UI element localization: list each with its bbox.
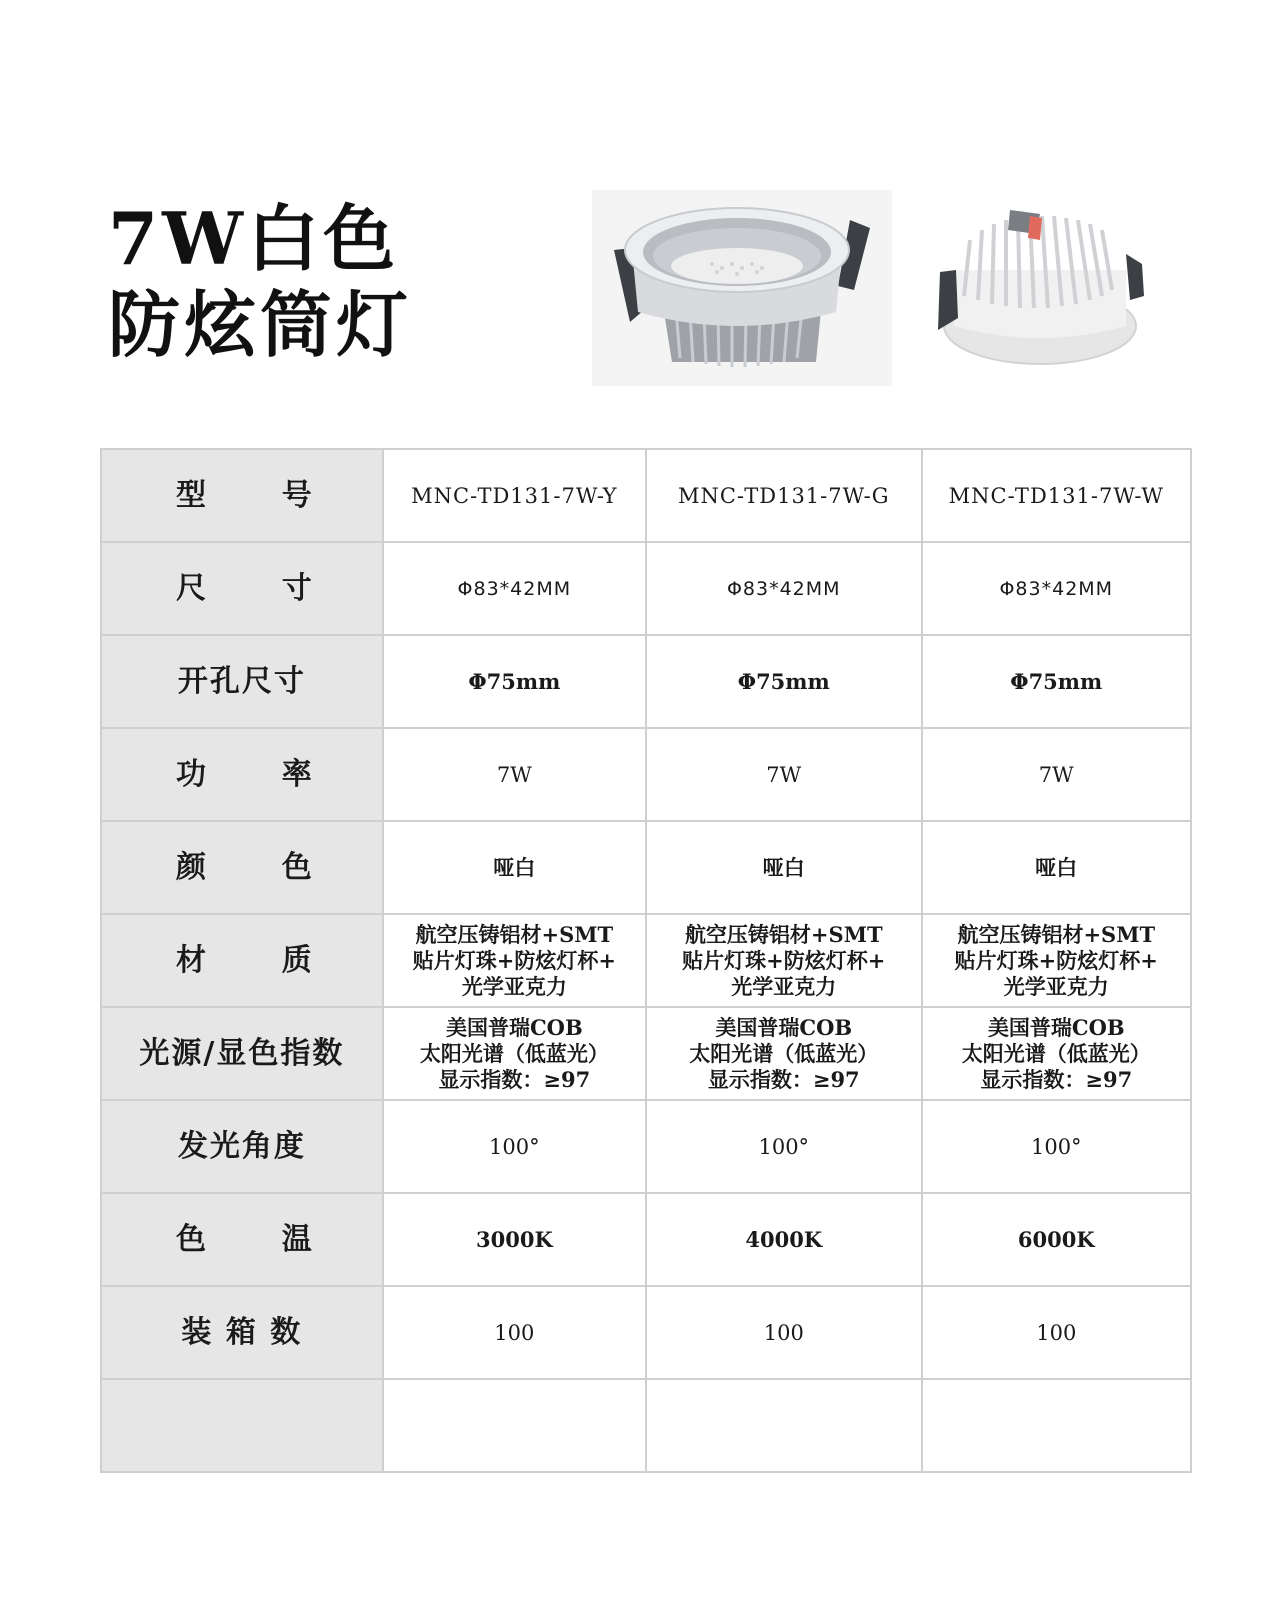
table-cell: 航空压铸铝材+SMT 贴片灯珠+防炫灯杯+ 光学亚克力 <box>922 914 1191 1007</box>
row-label-color: 颜 色 <box>101 821 383 914</box>
table-cell: MNC-TD131-7W-Y <box>383 449 646 542</box>
table-row-beam-angle <box>101 1100 1191 1193</box>
table-row-material <box>101 914 1191 1007</box>
row-label-cutout: 开孔尺寸 <box>101 635 383 728</box>
table-cell <box>922 1379 1191 1472</box>
table-cell: 哑白 <box>383 821 646 914</box>
table-cell <box>383 1379 646 1472</box>
table-cell: MNC-TD131-7W-W <box>922 449 1191 542</box>
table-row-carton-qty <box>101 1286 1191 1379</box>
row-label-beam-angle: 发光角度 <box>101 1100 383 1193</box>
table-cell: 100° <box>922 1100 1191 1193</box>
row-label-carton-qty: 装 箱 数 <box>101 1286 383 1379</box>
table-cell: 7W <box>646 728 922 821</box>
title-line-1: 7W白色 <box>108 196 399 281</box>
table-row-color <box>101 821 1191 914</box>
table-cell: Φ75mm <box>383 635 646 728</box>
downlight-front-image <box>592 190 892 386</box>
table-cell: Φ75mm <box>922 635 1191 728</box>
row-label-empty <box>101 1379 383 1472</box>
table-cell: 7W <box>383 728 646 821</box>
table-row-cutout <box>101 635 1191 728</box>
table-row-power <box>101 728 1191 821</box>
row-label-size: 尺 寸 <box>101 542 383 635</box>
table-cell: Φ83*42MM <box>646 542 922 635</box>
table-cell: 美国普瑞COB 太阳光谱（低蓝光） 显示指数：≥97 <box>646 1007 922 1100</box>
spec-table <box>100 448 1192 1473</box>
table-row-model <box>101 449 1191 542</box>
table-cell: 航空压铸铝材+SMT 贴片灯珠+防炫灯杯+ 光学亚克力 <box>646 914 922 1007</box>
table-row-size <box>101 542 1191 635</box>
table-cell <box>646 1379 922 1472</box>
row-label-color-temp: 色 温 <box>101 1193 383 1286</box>
table-row-empty <box>101 1379 1191 1472</box>
table-cell: 100 <box>383 1286 646 1379</box>
table-cell: 3000K <box>383 1193 646 1286</box>
table-cell: 100 <box>646 1286 922 1379</box>
table-row-light-source <box>101 1007 1191 1100</box>
page-title <box>108 196 412 368</box>
table-cell: 100 <box>922 1286 1191 1379</box>
table-cell: Φ75mm <box>646 635 922 728</box>
table-cell: Φ83*42MM <box>922 542 1191 635</box>
table-cell: 航空压铸铝材+SMT 贴片灯珠+防炫灯杯+ 光学亚克力 <box>383 914 646 1007</box>
table-cell: 6000K <box>922 1193 1191 1286</box>
table-cell: 4000K <box>646 1193 922 1286</box>
table-cell: 100° <box>646 1100 922 1193</box>
table-cell: 美国普瑞COB 太阳光谱（低蓝光） 显示指数：≥97 <box>922 1007 1191 1100</box>
table-cell: Φ83*42MM <box>383 542 646 635</box>
table-row-color-temp <box>101 1193 1191 1286</box>
downlight-back-image <box>920 200 1160 376</box>
table-cell: 哑白 <box>646 821 922 914</box>
table-cell: 美国普瑞COB 太阳光谱（低蓝光） 显示指数：≥97 <box>383 1007 646 1100</box>
table-cell: MNC-TD131-7W-G <box>646 449 922 542</box>
row-label-model: 型 号 <box>101 449 383 542</box>
table-cell: 哑白 <box>922 821 1191 914</box>
table-cell: 7W <box>922 728 1191 821</box>
row-label-material: 材 质 <box>101 914 383 1007</box>
row-label-power: 功 率 <box>101 728 383 821</box>
row-label-light-source: 光源/显色指数 <box>101 1007 383 1100</box>
title-line-2: 防炫筒灯 <box>108 282 413 367</box>
table-cell: 100° <box>383 1100 646 1193</box>
